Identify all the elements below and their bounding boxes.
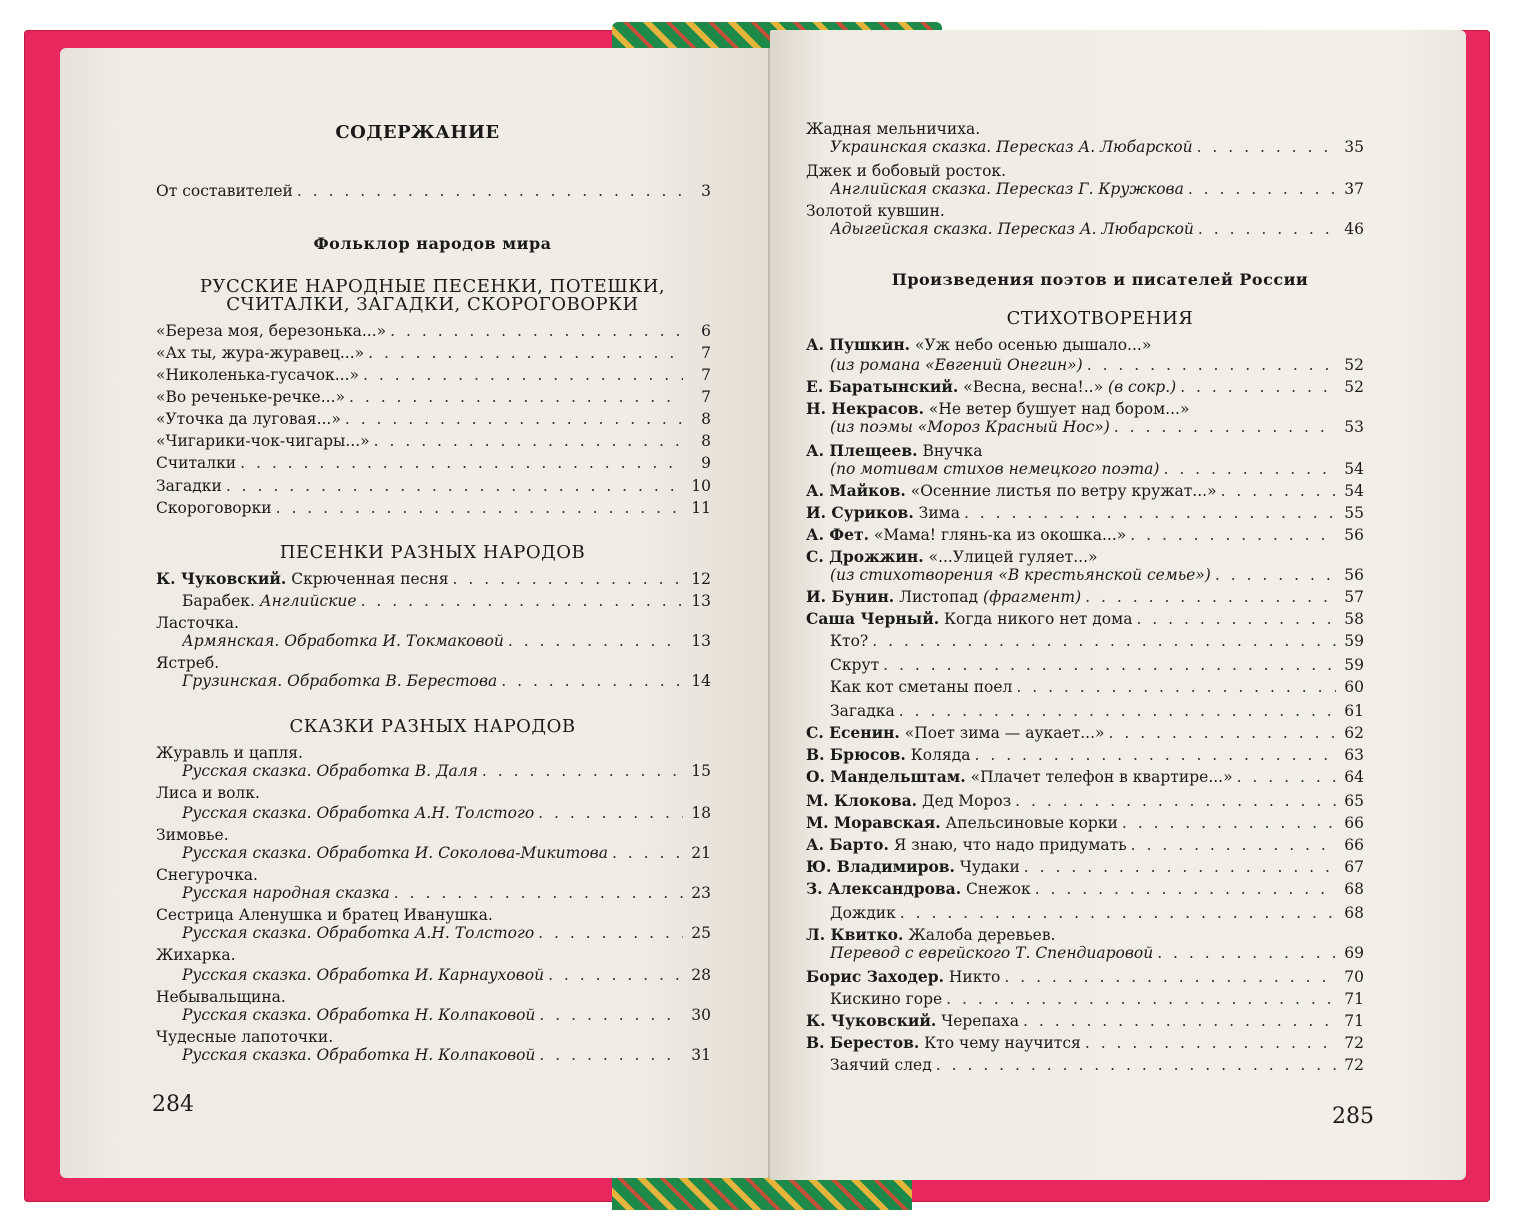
toc-title: Жадная мельничиха. [806,120,981,138]
toc-row: Как кот сметаны поел . . . 60 [830,676,1364,698]
toc-title: Золотой кувшин. [806,202,945,220]
toc-title: Джек и бобовый росток. [806,162,1007,180]
toc-row: К. Чуковский. Скрюченная песня . . . 12 [156,568,711,590]
toc-title: Ястреб. [156,654,220,672]
toc-row: Адыгейская сказка. Пересказ А. Любарской . . . 46 [830,218,1364,240]
toc-row: Считалки . . . 9 [156,452,711,474]
toc-row: Скороговорки . . . 11 [156,497,711,519]
toc-row: Барабек. Английские . . . 13 [182,590,711,612]
ornament-bottom [612,1178,912,1210]
toc-row: «Береза моя, березонька...» . . . 6 [156,320,711,342]
toc-row: Русская сказка. Обработка Н. Колпаковой . . . 30 [182,1004,711,1026]
toc-row: В. Берестов. Кто чему научится . . . 72 [806,1032,1364,1054]
toc-row: (из романа «Евгений Онегин») . . . 52 [830,354,1364,376]
toc-row: Загадки . . . 10 [156,475,711,497]
toc-row: Русская сказка. Обработка И. Соколова-Микитова . . . 21 [182,842,711,864]
toc-row: «Уточка да луговая...» . . . 8 [156,408,711,430]
toc-row: Дождик . . . 68 [830,902,1364,924]
section-heading: РУССКИЕ НАРОДНЫЕ ПЕСЕНКИ, ПОТЕШКИ, [199,276,666,297]
toc-row: Перевод с еврейского Т. Спендиаровой . . . 69 [830,942,1364,964]
toc-row: Ю. Владимиров. Чудаки . . . 67 [806,856,1364,878]
section-heading: ПЕСЕНКИ РАЗНЫХ НАРОДОВ [279,542,586,563]
toc-row: Английская сказка. Пересказ Г. Кружкова . . . 37 [830,178,1364,200]
toc-row: Русская сказка. Обработка Н. Колпаковой . . . 31 [182,1044,711,1066]
toc-title: Жихарка. [156,946,236,964]
toc-row: А. Барто. Я знаю, что надо придумать . . . 66 [806,834,1364,856]
toc-row: Грузинская. Обработка В. Берестова . . . 14 [182,670,711,692]
left-page [60,48,775,1178]
toc-row: З. Александрова. Снежок . . . 68 [806,878,1364,900]
toc-row: «Чигарики-чок-чигары...» . . . 8 [156,430,711,452]
toc-row: Русская сказка. Обработка В. Даля . . . 15 [182,760,711,782]
toc-row: Заячий след . . . 72 [830,1054,1364,1076]
toc-row: И. Суриков. Зима . . . 55 [806,502,1364,524]
toc-title: Журавль и цапля. [156,744,303,762]
section-heading: СЧИТАЛКИ, ЗАГАДКИ, СКОРОГОВОРКИ [226,294,639,315]
toc-title: Ласточка. [156,614,239,632]
toc-row: (из стихотворения «В крестьянской семье») . . . 56 [830,564,1364,586]
toc-row: От составителей . . . 3 [156,180,711,202]
toc-row: Русская народная сказка . . . 23 [182,882,711,904]
toc-title: Сестрица Аленушка и братец Иванушка. [156,906,493,924]
toc-title: Снегурочка. [156,866,258,884]
toc-row: С. Есенин. «Поет зима — аукает...» . . . 62 [806,722,1364,744]
toc-row: Борис Заходер. Никто . . . 70 [806,966,1364,988]
toc-row: М. Клокова. Дед Мороз . . . 65 [806,790,1364,812]
toc-row: Л. Квитко. Жалоба деревьев. [806,925,1056,944]
toc-title: Лиса и волк. [156,784,260,802]
toc-row: (по мотивам стихов немецкого поэта) . . . 54 [830,458,1364,480]
toc-row: Саша Черный. Когда никого нет дома . . . 58 [806,608,1364,630]
toc-row: Н. Некрасов. «Не ветер бушует над бором...» [806,399,1190,418]
right-page [770,30,1466,1180]
toc-row: Армянская. Обработка И. Токмаковой . . . 13 [182,630,711,652]
contents-title: СОДЕРЖАНИЕ [335,122,500,143]
page-number: 285 [1332,1104,1374,1129]
toc-row: А. Фет. «Мама! глянь-ка из окошка...» . . . 56 [806,524,1364,546]
toc-title: Чудесные лапоточки. [156,1028,334,1046]
toc-row: Русская сказка. Обработка А.Н. Толстого . . . 25 [182,922,711,944]
toc-row: Скрут . . . 59 [830,654,1364,676]
toc-row: Е. Баратынский. «Весна, весна!..» (в сокр.) . . . 52 [806,376,1364,398]
toc-row: С. Дрожжин. «...Улицей гуляет...» [806,547,1098,566]
toc-row: А. Пушкин. «Уж небо осенью дышало...» [806,335,1152,354]
toc-row: М. Моравская. Апельсиновые корки . . . 66 [806,812,1364,834]
section-heading: Фольклор народов мира [313,234,552,253]
toc-row: «Во реченьке-речке...» . . . 7 [156,386,711,408]
toc-row: А. Плещеев. Внучка [806,441,983,460]
toc-row: «Ах ты, жура-журавец...» . . . 7 [156,342,711,364]
toc-row: Русская сказка. Обработка И. Карнауховой . . . 28 [182,964,711,986]
toc-title: Небывальщина. [156,988,286,1006]
toc-row: Кто? . . . 59 [830,630,1364,652]
toc-row: И. Бунин. Листопад (фрагмент) . . . 57 [806,586,1364,608]
toc-row: Кискино горе . . . 71 [830,988,1364,1010]
section-heading: СТИХОТВОРЕНИЯ [1006,308,1194,329]
toc-row: Украинская сказка. Пересказ А. Любарской . . . 35 [830,136,1364,158]
toc-title: Зимовье. [156,826,229,844]
toc-row: К. Чуковский. Черепаха . . . 71 [806,1010,1364,1032]
section-heading: Произведения поэтов и писателей России [891,270,1309,289]
toc-row: Загадка . . . 61 [830,700,1364,722]
toc-row: А. Майков. «Осенние листья по ветру кружат...» . . . 54 [806,480,1364,502]
toc-row: «Николенька-гусачок...» . . . 7 [156,364,711,386]
toc-row: В. Брюсов. Коляда . . . 63 [806,744,1364,766]
toc-row: (из поэмы «Мороз Красный Нос») . . . 53 [830,416,1364,438]
toc-row: О. Мандельштам. «Плачет телефон в квартире...» . . . 64 [806,766,1364,788]
section-heading: СКАЗКИ РАЗНЫХ НАРОДОВ [289,716,576,737]
page-number: 284 [152,1092,194,1117]
toc-row: Русская сказка. Обработка А.Н. Толстого . . . 18 [182,802,711,824]
